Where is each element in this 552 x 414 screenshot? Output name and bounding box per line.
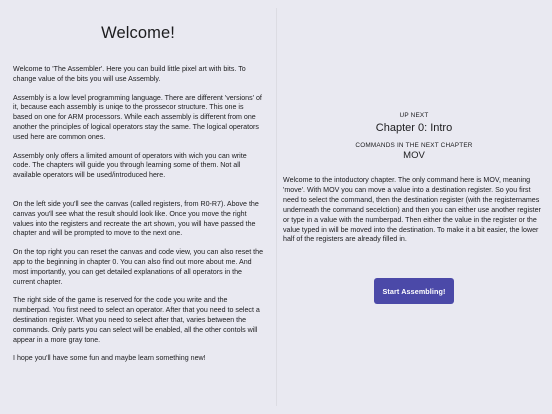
chapter-description: Welcome to the intoductory chapter. The only command here is MOV, meaning 'move'. With MOV you can move a value into a destination register. So you first need to select the command, then the destination register (with the registernames underneath the command secelction) and then you can either use another register or type in a value with the numberpad. Then either the value in the register or the value typed in will be moved into the destination. To make it a bit easier, the lower half of the registers are already filled in.	[283, 176, 541, 244]
next-chapter-pane	[276, 0, 552, 414]
up-next-block	[276, 111, 552, 135]
page-title: Welcome!	[101, 24, 175, 42]
welcome-paragraph-right-side: The right side of the game is reserved for the code you write and the numberpad. You first need to select an operator. After that you need to select a destination register. What you need to select after that, varies between the commands. Only parts you can select will be enabled, all the other contols will appear in a more gray tone.	[13, 296, 260, 344]
welcome-paragraph-operators: Assembly only offers a limited amount of operators with wich you can write code. The chapters will guide you through learning some of them. Not all available operators will be used/introduced here.	[13, 151, 247, 180]
welcome-paragraph-top-right: On the top right you can reset the canvas and code view, you can also reset the app to the beginning in chapter 0. You can also find out more about me. And most importantly, you can get detailed explanations of all operators in the current chapter.	[13, 248, 264, 286]
chapter-title: Chapter 0: Intro	[375, 122, 453, 134]
welcome-paragraph-canvas: On the left side you'll see the canvas (called registers, from R0-R7). Above the canvas you'll see what the result should look like. Once you move the right values into the registers and recreate the art shown, you will have passed the chapter and will be prompted to move to the next one.	[13, 199, 259, 238]
welcome-paragraph-intro: Welcome to 'The Assembler'. Here you can build little pixel art with bits. To change value of the bits you will use Assembly.	[13, 65, 246, 83]
welcome-paragraph-assembly: Assembly is a low level programming language. There are different 'versions' of it, because each assembly is uniqe to the prossecor structure. This one is based on one for ARM processors. While each assembly is different from one another the principles of logical operators stay the same. The logical operators used here are common ones.	[13, 93, 262, 141]
command-name: MOV	[403, 150, 425, 161]
welcome-paragraph-closing: I hope you'll have some fun and maybe learn something new!	[13, 354, 206, 363]
welcome-text	[13, 65, 263, 364]
start-assembling-button[interactable]: Start Assembling!	[374, 278, 454, 304]
commands-label: COMMANDS IN THE NEXT CHAPTER	[355, 142, 473, 149]
commands-block	[276, 141, 552, 161]
up-next-label: UP NEXT	[399, 112, 429, 119]
